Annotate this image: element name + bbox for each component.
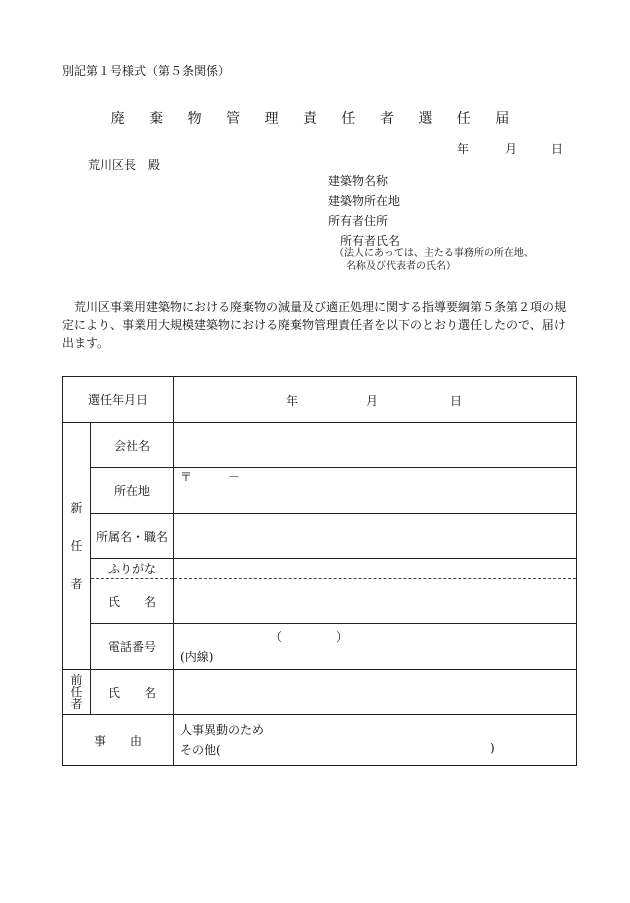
department-field[interactable] [174,514,577,559]
company-label: 会社名 [91,423,174,468]
building-location-label: 建築物所在地 [328,194,401,208]
prev-group-char-3: 者 [70,697,83,711]
appointment-table [62,376,577,766]
appointment-date-month: 月 [366,394,379,408]
name-row [63,579,577,624]
owner-note-line2: 名称及び代表者の氏名） [346,261,456,272]
body-paragraph: 荒川区事業用建築物における廃棄物の減量及び適正処理に関する指導要綱第５条第２項の規定により、事業用大規模建築物における廃棄物管理責任者を以下のとおり選任したので、届け出ます。 [62,300,567,350]
department-label: 所属名・職名 [91,514,174,559]
furigana-field[interactable] [174,559,577,579]
location-label: 所在地 [91,468,174,514]
new-group-char-3: 者 [70,577,83,591]
phone-paren-open: （ [270,630,283,644]
phone-field[interactable] [174,624,577,670]
appointment-date-year: 年 [286,394,299,408]
name-field[interactable] [174,579,577,624]
reason-field[interactable] [174,715,577,766]
postal-dash: － [228,470,241,484]
owner-name-label: 所有者氏名 [340,234,401,248]
furigana-label: ふりがな [91,559,174,579]
owner-address-label: 所有者住所 [328,214,389,228]
addressee: 荒川区長 殿 [88,158,161,172]
appointment-date-day: 日 [450,394,463,408]
new-appointee-group-label [63,423,91,670]
phone-label: 電話番号 [91,624,174,670]
phone-row [63,624,577,670]
department-row [63,514,577,559]
previous-appointee-group-label [63,670,91,715]
submission-date-year: 年 [457,142,470,156]
appointment-date-field[interactable] [174,377,577,423]
phone-paren-close: ） [336,630,349,644]
form-number-label: 別記第１号様式（第５条関係） [62,64,231,78]
name-label: 氏 名 [91,579,174,624]
previous-appointee-row [63,670,577,715]
reason-label: 事 由 [63,715,174,766]
new-group-char-1: 新 [70,501,83,515]
owner-note-line1: （法人にあっては、主たる事務所の所在地、 [334,248,534,259]
extension-label: (内線) [180,650,214,664]
prev-group-char-1: 前 [70,673,83,687]
reason-row [63,715,577,766]
new-group-char-2: 任 [70,539,83,553]
submission-date-month: 月 [505,142,518,156]
submission-date-day: 日 [551,142,564,156]
prev-group-char-2: 任 [70,685,83,699]
previous-name-field[interactable] [174,670,577,715]
previous-name-label: 氏 名 [91,670,174,715]
postal-mark: 〒 [180,470,193,484]
reason-option-personnel-change: 人事異動のため [180,723,265,737]
reason-option-other: その他( [180,743,221,757]
company-field[interactable] [174,423,577,468]
building-name-label: 建築物名称 [328,174,389,188]
location-field[interactable] [174,468,577,514]
location-row [63,468,577,514]
appointment-date-label: 選任年月日 [63,377,174,423]
furigana-row [63,559,577,579]
document-title: 廃 棄 物 管 理 責 任 者 選 任 届 [110,111,520,127]
appointment-date-row [63,377,577,423]
reason-option-other-close: ) [490,741,495,755]
company-row [63,423,577,468]
